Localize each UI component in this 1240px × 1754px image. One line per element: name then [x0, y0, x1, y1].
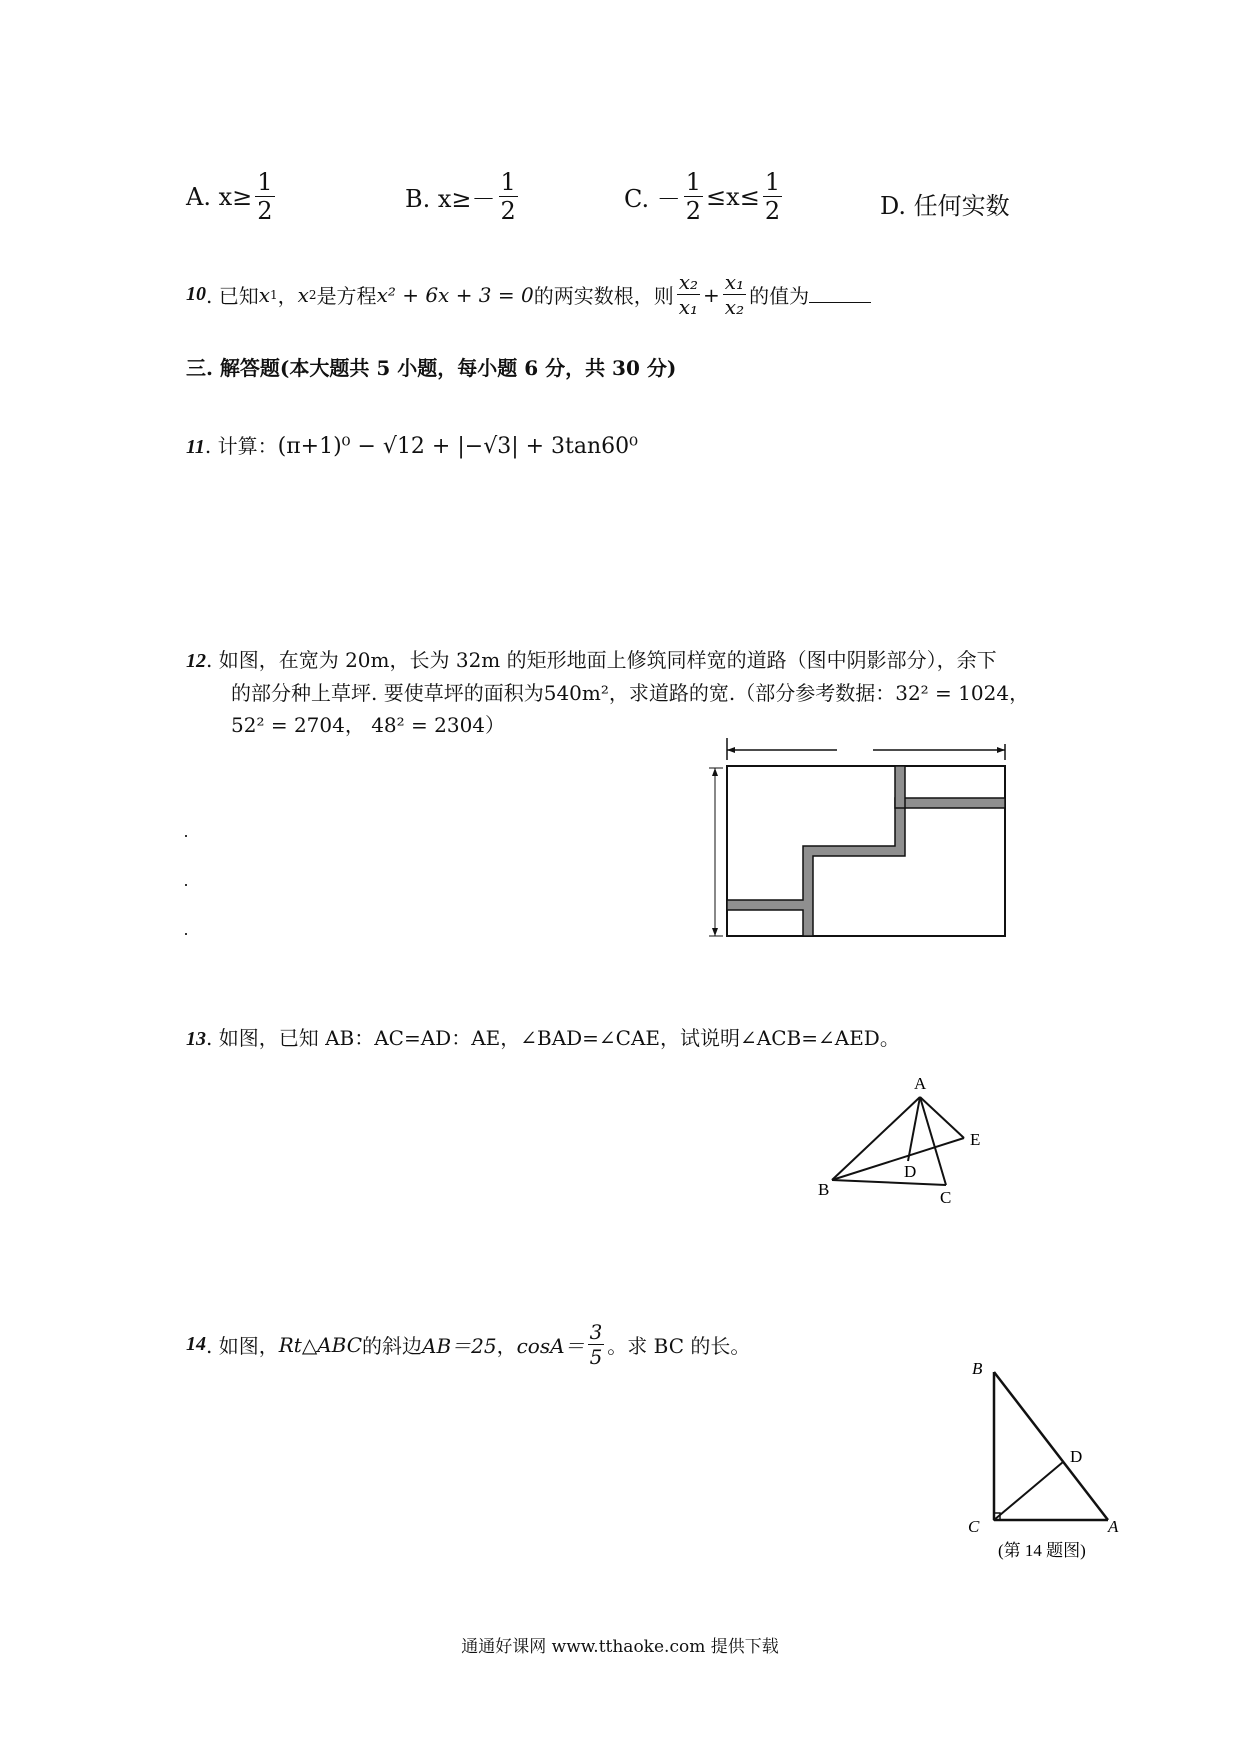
option-c-fraction-right — [763, 170, 782, 223]
arrow-icon — [997, 747, 1005, 753]
fraction-numerator: 1 — [764, 168, 781, 196]
question-12 — [186, 644, 1029, 741]
subscript: 2 — [308, 287, 317, 302]
answer-blank[interactable] — [809, 286, 871, 303]
label-c: C — [968, 1517, 980, 1536]
question-11 — [186, 430, 638, 459]
option-c-middle: ≤x≤ — [706, 182, 760, 211]
question-text: 的两实数根，则 — [533, 284, 674, 308]
option-c-fraction-left — [684, 170, 703, 223]
question-14 — [186, 1322, 750, 1367]
road-horizontal — [727, 798, 1005, 936]
option-c — [624, 170, 785, 223]
label-c: C — [940, 1188, 952, 1205]
fraction-denominator: x₂ — [724, 295, 745, 319]
option-c-text: C. － — [624, 185, 681, 213]
fraction-denominator: 2 — [685, 197, 702, 225]
label-b: B — [818, 1180, 830, 1199]
fraction-numerator: 3 — [589, 1320, 603, 1344]
question-text: 是方程 — [316, 284, 377, 308]
question-text: . 如图， — [206, 1334, 279, 1358]
question-text-line: . 如图，在宽为 20m，长为 32m 的矩形地面上修筑同样宽的道路（图中阴影部分），余下 — [206, 648, 997, 672]
question-text: 。求 BC 的长。 — [607, 1334, 751, 1358]
margin-dot — [185, 835, 187, 837]
segment-ab — [994, 1372, 1108, 1520]
fraction-x2-over-x1 — [677, 272, 700, 317]
segment-be — [832, 1138, 964, 1180]
question-number: 11 — [186, 436, 205, 458]
arrow-icon — [712, 928, 718, 936]
fraction-denominator: 2 — [764, 197, 781, 225]
question-text: . 如图，已知 AB：AC=AD：AE，∠BAD=∠CAE，试说明∠ACB=∠AED。 — [206, 1026, 900, 1050]
option-b — [405, 170, 521, 223]
segment-cd — [994, 1462, 1063, 1520]
question-10 — [186, 272, 871, 317]
question-text: ， — [496, 1334, 517, 1358]
question-text: . 已知 — [206, 284, 259, 308]
fraction-denominator: 5 — [589, 1345, 603, 1369]
option-a-text: A. x≥ — [186, 182, 253, 211]
figure-caption: (第 14 题图) — [998, 1541, 1086, 1560]
label-e: E — [970, 1130, 981, 1149]
label-a: A — [1108, 1517, 1119, 1536]
footer: 通通好课网 www.tthaoke.com 提供下载 — [461, 1637, 779, 1657]
question-number: 14 — [186, 1333, 206, 1355]
margin-dot — [185, 933, 187, 935]
triangle-figure-14 — [960, 1360, 1140, 1580]
fraction-x1-over-x2 — [723, 272, 746, 317]
option-d-text: D. 任何实数 — [880, 192, 1010, 220]
expression: (π+1)⁰ − √12 + |−√3| + 3tan60⁰ — [277, 434, 638, 459]
plus-sign: + — [703, 282, 720, 307]
arrow-icon — [727, 747, 735, 753]
triangle-figure-13 — [818, 1075, 1003, 1205]
fraction-numerator: 1 — [500, 168, 516, 196]
fraction-numerator: 1 — [257, 168, 273, 196]
label-d: D — [904, 1162, 917, 1181]
margin-dot — [185, 884, 187, 886]
question-number: 10 — [186, 283, 206, 305]
subscript: 1 — [270, 287, 278, 302]
road-diagram — [695, 738, 1015, 938]
question-text: . 计算： — [204, 434, 278, 458]
option-a — [186, 170, 278, 223]
road-vertical — [895, 766, 905, 808]
question-text-line: 52² = 2704， 48² = 2304） — [231, 713, 506, 737]
fraction-numerator: x₁ — [724, 270, 745, 294]
option-a-fraction — [255, 170, 274, 223]
variable-x1: x — [258, 282, 270, 307]
question-text: ， — [277, 284, 298, 308]
question-text-line: 的部分种上草坪. 要使草坪的面积为540m²，求道路的宽.（部分参考数据：32² = 1024， — [231, 681, 1030, 705]
cosine-fraction — [588, 1322, 605, 1367]
question-text: 的值为 — [749, 284, 810, 308]
fraction-denominator: x₁ — [678, 295, 699, 319]
cosine-expression: cosA＝ — [516, 1334, 585, 1358]
option-b-text: B. x≥－ — [405, 185, 496, 213]
option-d — [880, 186, 1010, 221]
question-text: 的斜边 — [362, 1334, 423, 1358]
segment-bc — [832, 1180, 946, 1185]
question-number: 12 — [186, 650, 206, 672]
section-heading: 三. 解答题(本大题共 5 小题，每小题 6 分，共 30 分) — [186, 356, 677, 380]
fraction-numerator: 1 — [685, 168, 702, 196]
arrow-icon — [712, 768, 718, 776]
question-13 — [186, 1022, 900, 1051]
triangle-name: Rt△ABC — [278, 1332, 363, 1357]
equation: x² + 6x + 3 = 0 — [376, 282, 534, 307]
label-d: D — [1070, 1447, 1083, 1466]
fraction-denominator: 2 — [500, 197, 516, 225]
question-number: 13 — [186, 1028, 206, 1050]
fraction-numerator: x₂ — [678, 270, 699, 294]
fraction-denominator: 2 — [257, 197, 273, 225]
label-a: A — [914, 1075, 927, 1093]
label-b: B — [972, 1360, 983, 1378]
option-b-fraction — [499, 170, 518, 223]
hypotenuse-length: AB＝25 — [422, 1334, 497, 1358]
variable-x2: x — [297, 282, 309, 307]
